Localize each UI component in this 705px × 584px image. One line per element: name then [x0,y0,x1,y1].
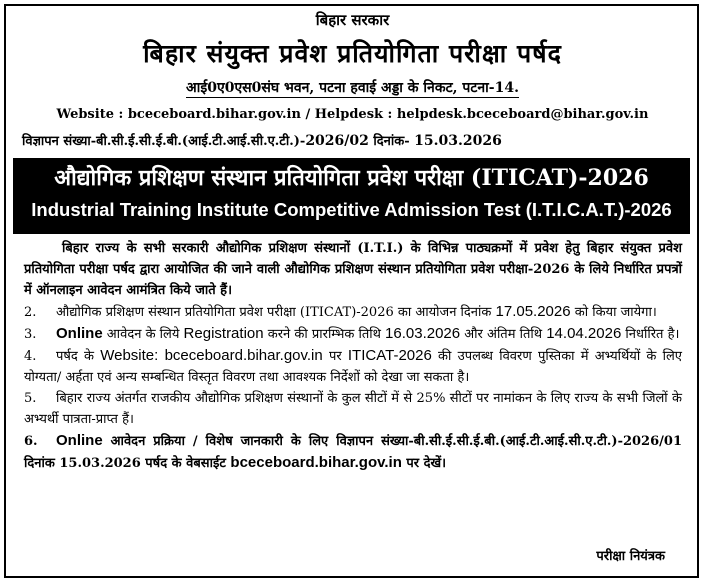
helpdesk-label: / Helpdesk : [305,107,393,122]
advert-prefix: विज्ञापन संख्या-बी.सी.ई.सी.ई.बी.(आई.टी.आई.सी.ए.टी.)- [22,134,306,149]
online-label: Online [56,432,103,449]
item-number: 2. [24,305,37,320]
item-text: पर्षद के [56,349,101,364]
intro-paragraph: बिहार राज्य के सभी सरकारी औद्योगिक प्रशिक्षण संस्थानों (I.T.I.) के विभिन्न पाठ्यक्रमों में प्रवेश हेतु बिहार संयुक्त प्रवेश प्रतियोगिता परीक्षा पर्षद द्वारा आयोजित की जाने वाली औद्योगिक प्रशिक्षण संस्थान प्रतियोगिता प्रवेश परीक्षा-2026 के लिये निर्धारित प्रपत्रों में ऑनलाइन आवेदन आमंत्रित किये जाते हैं। [24,241,682,298]
advertisement-number [22,131,502,149]
item-number: 4. [24,349,37,364]
exam-code: ITICAT-2026 [347,347,432,364]
item-text: बिहार राज्य अंतर्गत राजकीय औद्योगिक प्रशिक्षण संस्थानों के कुल सीटों में से 25% सीटों पर नामांकन के लिए राज्य के सभी जिलों के अभ्यर्थी पात्रता-प्राप्त हैं। [24,391,682,427]
item-number: 3. [24,327,37,342]
advert-date: 15.03.2026 [414,133,502,149]
end-date: 14.04.2026 [546,325,622,342]
list-item [24,388,682,430]
website-link[interactable]: bceceboard.bihar.gov.in [230,454,402,471]
exam-date: 17.05.2026 [495,303,571,320]
list-item [24,430,682,474]
contact-line [0,107,705,122]
item-text: आवेदन के लिये [102,327,184,342]
signature-title: परीक्षा नियंत्रक [596,549,665,564]
exam-title-banner [13,158,690,234]
item-number: 6. [24,434,38,449]
item-number: 5. [24,391,37,406]
start-date: 16.03.2026 [385,325,461,342]
list-item [24,323,682,345]
list-item [24,345,682,388]
exam-title-english: Industrial Training Institute Competitive Admission Test (I.T.I.C.A.T.)-2026 [31,199,672,220]
registration-label: Registration [183,325,264,342]
item-text: पर [322,349,348,364]
board-address [0,78,705,97]
list-item [24,301,682,323]
website-reference[interactable]: Website: bceceboard.bihar.gov.in [100,347,323,364]
notice-body [24,238,682,474]
item-text: पर देखें। [401,456,447,471]
government-name: बिहार सरकार [315,11,390,29]
item-text: निर्धारित है। [621,327,680,342]
board-title: बिहार संयुक्त प्रवेश प्रतियोगिता परीक्षा पर्षद [143,39,562,68]
item-text: करने की प्रारम्भिक तिथि [263,327,386,342]
advert-ref: 2026/02 [305,133,369,149]
item-text: की उपलब्ध विवरण पुस्तिका में अभ्यर्थियों के लिए योग्यता/ अर्हता एवं अन्य सम्बन्धित विस्तृत विवरण तथा आवश्यक निर्देशों को देखा जा सकता है। [24,349,683,385]
item-text: को किया जायेगा। [570,305,657,320]
advert-date-label: दिनांक- [373,134,410,149]
item-text: आवेदन प्रक्रिया / विशेष जानकारी के लिए विज्ञापन संख्या-बी.सी.ई.सी.ई.बी.(आई.टी.आई.सी.ए.टी.)-2026/01 दिनांक 15.03.2026 पर्षद के वेबसाईट [24,434,682,471]
address-text: आई0ए0एस0संघ भवन, पटना हवाई अड्डा के निकट, पटना-14. [186,80,519,96]
item-text: और अंतिम तिथि [460,327,547,342]
website-label: Website : [56,107,124,122]
website-link[interactable]: bceceboard.bihar.gov.in [127,107,301,122]
exam-title-hindi: औद्योगिक प्रशिक्षण संस्थान प्रतियोगिता प्रवेश परीक्षा (ITICAT)-2026 [54,165,649,191]
item-text: औद्योगिक प्रशिक्षण संस्थान प्रतियोगिता प्रवेश परीक्षा (ITICAT)-2026 का आयोजन दिनांक [56,305,496,320]
helpdesk-email-link[interactable]: helpdesk.bceceboard@bihar.gov.in [396,107,649,122]
online-label: Online [56,325,103,342]
